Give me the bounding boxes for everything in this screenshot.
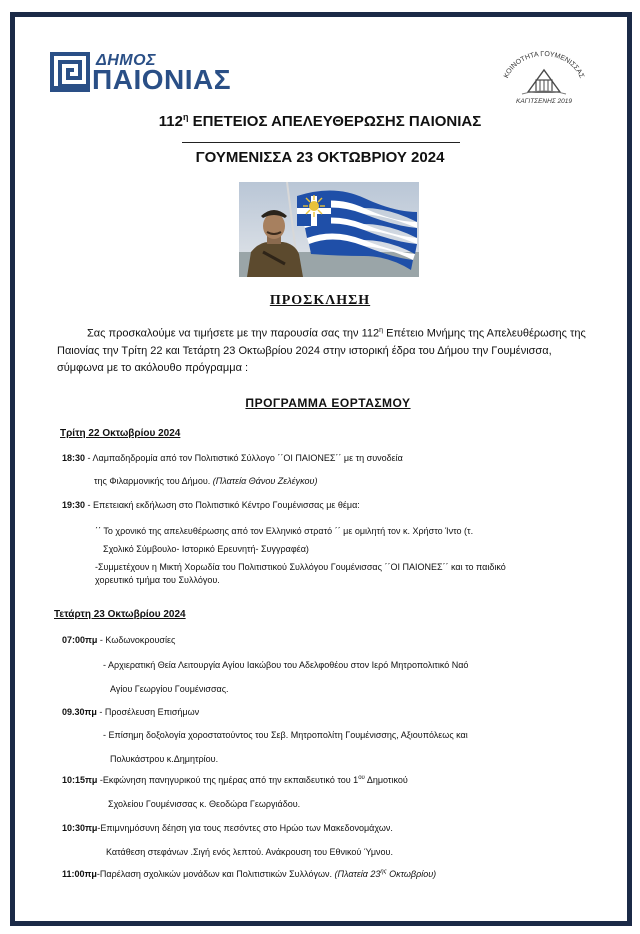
day2-event2-sub2: Πολυκάστρου κ.Δημητρίου. [110, 754, 219, 764]
day2-event1-sub1: - Αρχιερατική Θεία Λειτουργία Αγίου Ιακώβου του Αδελφοθέου στον Ιερό Μητροπολιτικό Ναό [103, 660, 469, 670]
day2-event3-sub1: Σχολείου Γουμένισσας κ. Θεοδώρα Γεωργιάδου. [108, 799, 301, 809]
day1-event2-sub2: Σχολικό Σύμβουλο- Ιστορικό Ερευνητή- Συγγραφέα) [103, 544, 309, 554]
meander-logo-icon [50, 52, 90, 92]
day1-event1: 18:30 - Λαμπαδηδρομία από τον Πολιτιστικό Σύλλογο ΄΄ΟΙ ΠΑΙΟΝΕΣ΄΄ με τη συνοδεία [62, 453, 403, 463]
day2-event4-sub1: Κατάθεση στεφάνων .Σιγή ενός λεπτού. Ανάκρουση του Εθνικού Ύμνου. [106, 847, 393, 857]
day2-event4: 10:30πμ-Επιμνημόσυνη δέηση για τους πεσόντες στο Ηρώο των Μακεδονομάχων. [62, 823, 393, 833]
invitation-paragraph [57, 322, 592, 377]
community-seal-icon [496, 48, 592, 106]
program-title: ΠΡΟΓΡΑΜΜΑ ΕΟΡΤΑΣΜΟΥ [245, 396, 411, 410]
day1-event2-sub4: χορευτικό τμήμα του Συλλόγου. [95, 575, 220, 585]
logo-text-paionias: ΠΑΙΟΝΙΑΣ [92, 64, 232, 95]
day2-heading: Τετάρτη 23 Οκτωβρίου 2024 [54, 609, 186, 620]
intro-line-3: σύμφωνα με το ακόλουθο πρόγραμμα : [57, 361, 249, 374]
intro-line-1: Σας προσκαλούμε να τιμήσετε με την παρουσία σας την $112^\eta$ Επέτειο Μνήμης της Απελευθέρωσης της [87, 327, 586, 340]
day2-event1-sub2: Αγίου Γεωργίου Γουμένισσας. [110, 684, 229, 694]
day2-event2: 09.30πμ - Προσέλευση Επισήμων [62, 707, 200, 717]
title-divider [182, 142, 460, 143]
logo-text-dimos: ΔΗΜΟΣ [96, 52, 157, 69]
invitation-title: ΠΡΟΣΚΛΗΣΗ [269, 293, 371, 308]
day1-event1-cont: της Φιλαρμονικής του Δήμου. (Πλατεία Θάνου Ζελέγκου) [94, 476, 318, 486]
day1-heading: Τρίτη 22 Οκτωβρίου 2024 [60, 428, 181, 439]
day1-event2: 19:30 - Επετειακή εκδήλωση στο Πολιτιστικό Κέντρο Γουμένισσας με θέμα: [62, 500, 360, 510]
day2-event3: 10:15πμ -Εκφώνηση πανηγυρικού της ημέρας από την εκπαιδευτικό του $1^{o\upsilon}$ Δημοτικού [62, 775, 408, 785]
day1-event2-sub1: ΄΄ Το χρονικό της απελευθέρωσης από τον Ελληνικό στρατό ΄΄ με ομιλητή τον κ. Χρήστο Ίντο (τ. [95, 526, 474, 536]
day2-event1: 07:00πμ - Κωδωνοκρουσίες [62, 635, 176, 645]
intro-line-2: Παιονίας την Τρίτη 22 και Τετάρτη 23 Οκτωβρίου 2024 στην ιστορική έδρα του Δήμου την Γουμένισσα, [57, 344, 552, 357]
municipality-logo [50, 50, 250, 98]
place-date-subtitle: ΓΟΥΜΕΝΙΣΣΑ 23 ΟΚΤΩΒΡΙΟΥ 2024 [195, 149, 445, 166]
seal-bottom-text: ΚΑΓΙΤΣΕΝΗΣ 2019 [516, 98, 572, 105]
seal-top-text: ΚΟΙΝΟΤΗΤΑ ΓΟΥΜΕΝΙΣΣΑΣ [503, 50, 585, 80]
day2-event2-sub1: - Επίσημη δοξολογία χοροστατούντος του Σεβ. Μητροπολίτη Γουμένισσης, Αξιουπόλεως και [103, 730, 468, 740]
soldier-flag-photo [239, 182, 419, 277]
day2-event5: 11:00πμ-Παρέλαση σχολικών μονάδων και Πολιτιστικών Συλλόγων. (Πλατεία $23^{\eta\varsigma}$ Οκτωβρίου) [62, 869, 437, 879]
day1-event2-sub3: -Συμμετέχουν η Μικτή Χορωδία του Πολιτιστικού Συλλόγου Γουμένισσας ΄΄ΟΙ ΠΑΙΟΝΕΣ΄΄ και το παιδικό [95, 562, 506, 572]
svg-text:ΚΟΙΝΟΤΗΤΑ ΓΟΥΜΕΝΙΣΣΑΣ [503, 51, 585, 80]
anniversary-title: $112^\eta$ ΕΠΕΤΕΙΟΣ ΑΠΕΛΕΥΘΕΡΩΣΗΣ ΠΑΙΟΝΙΑΣ [158, 112, 482, 130]
